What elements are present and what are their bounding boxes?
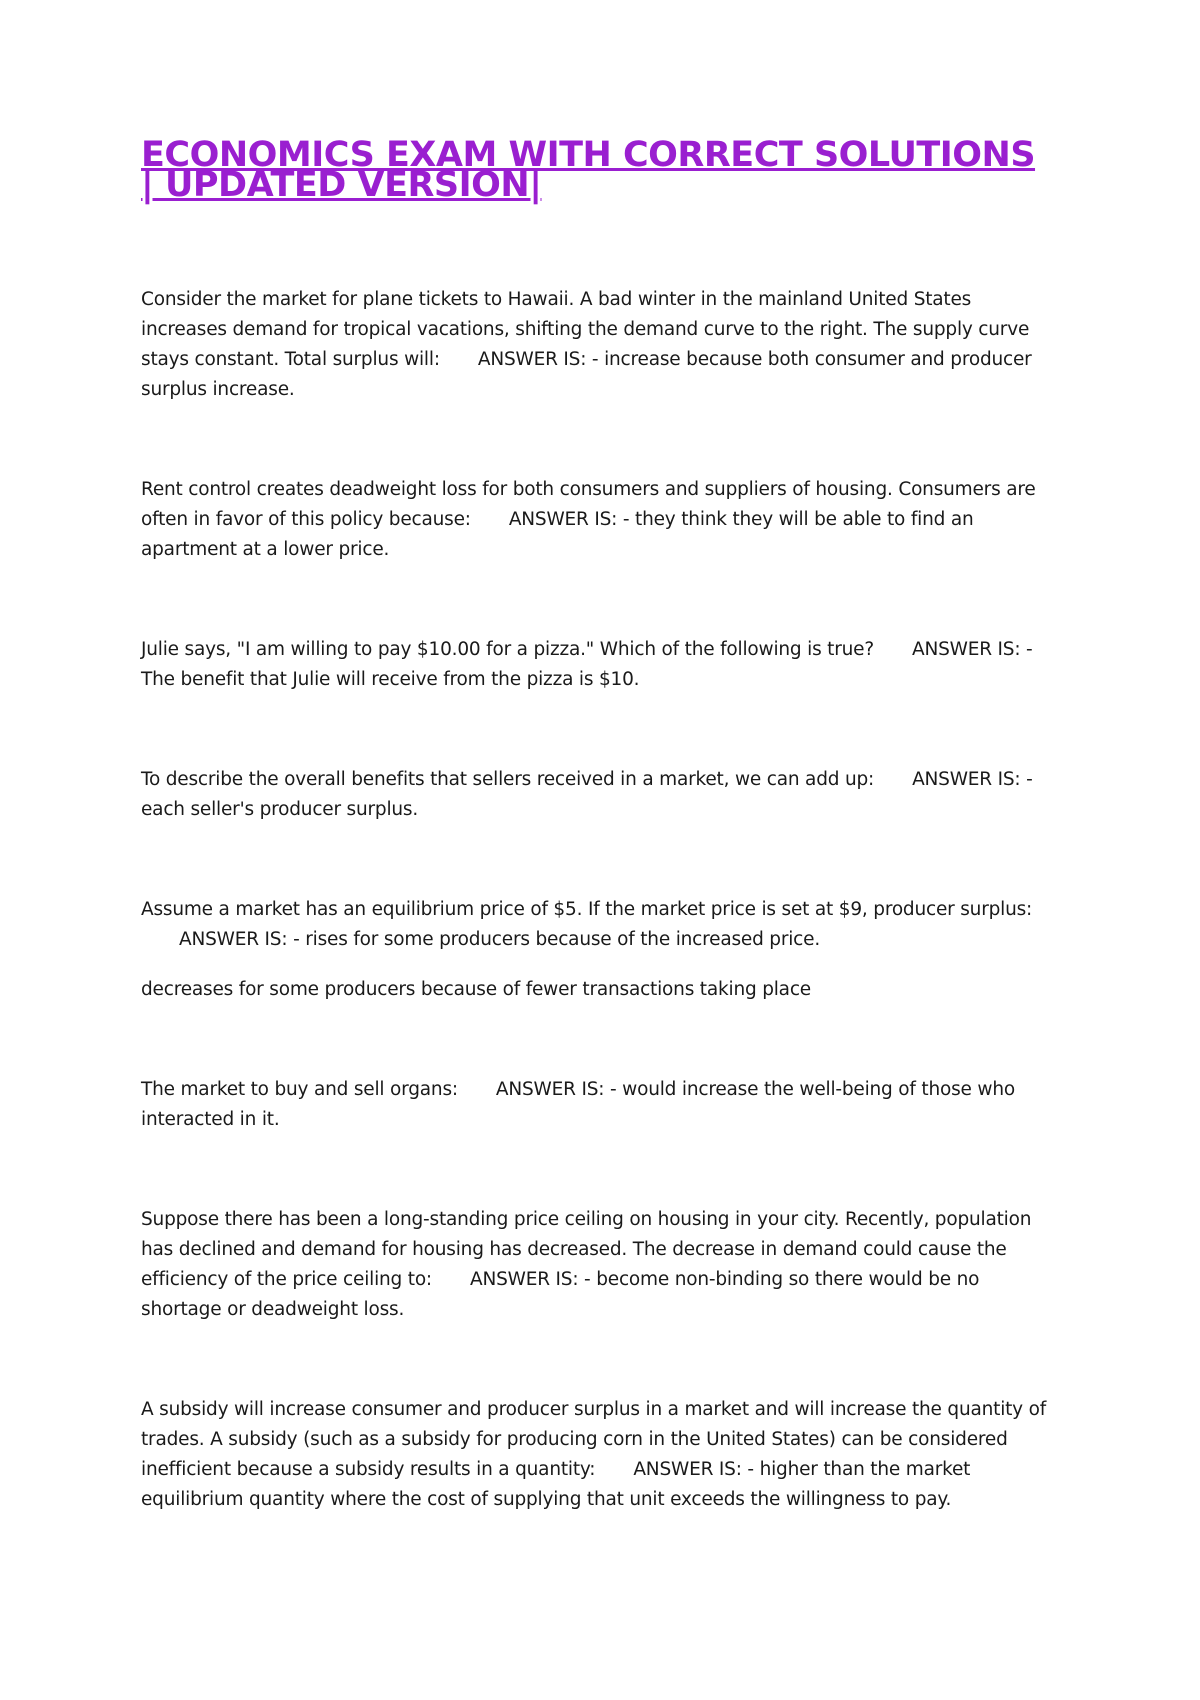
qa-paragraph [141,895,1061,955]
question-text: To describe the overall benefits that sellers received in a market, we can add up: [141,769,875,790]
qa-item [141,1205,1061,1325]
qa-paragraph [141,1395,1061,1515]
qa-paragraph [141,765,1061,825]
qa-item [141,765,1061,825]
qa-paragraph [141,475,1061,565]
answer-text: they think they will be able to find an apartment at a lower price. [141,509,974,560]
answer-continuation: decreases for some producers because of fewer transactions taking place [141,979,811,1000]
answer-text: higher than the market equilibrium quantity where the cost of supplying that unit exceeds the willingness to pay. [141,1459,971,1510]
answer-prefix: ANSWER IS: - [495,1079,623,1100]
question-text: A subsidy will increase consumer and producer surplus in a market and will increase the quantity of trades. A subsidy (such as a subsidy for producing corn in the United States) can be considered inefficient because a subsidy results in a quantity: [141,1399,1047,1480]
answer-prefix: ANSWER IS: - [508,509,636,530]
answer-text: The benefit that Julie will receive from the pizza is $10. [141,669,640,690]
qa-list [141,285,1061,1585]
answer-prefix: ANSWER IS: - [911,639,1033,660]
qa-item [141,635,1061,695]
qa-item [141,895,1061,1005]
answer-prefix: ANSWER IS: - [179,929,306,950]
answer-text: become non-binding so there would be no shortage or deadweight loss. [141,1269,980,1320]
qa-paragraph [141,1205,1061,1325]
question-text: Suppose there has been a long-standing price ceiling on housing in your city. Recently, population has declined and demand for housing has decreased. The decrease in demand could cause the efficiency of the price ceiling to: [141,1209,1032,1290]
qa-paragraph [141,1075,1061,1135]
question-text: Consider the market for plane tickets to Hawaii. A bad winter in the mainland United States increases demand for tropical vacations, shifting the demand curve to the right. The supply curve stays constant. Total surplus will: [141,289,1030,370]
answer-text: increase because both consumer and producer surplus increase. [141,349,1032,400]
qa-item [141,285,1061,405]
qa-item [141,1395,1061,1515]
answer-text: each seller's producer surplus. [141,799,419,820]
answer-text: rises for some producers because of the increased price. [305,929,821,950]
answer-prefix: ANSWER IS: - [633,1459,760,1480]
answer-prefix: ANSWER IS: - [912,769,1033,790]
answer-prefix: ANSWER IS: - [469,1269,597,1290]
qa-item [141,475,1061,565]
qa-paragraph [141,635,1061,695]
document-title: ECONOMICS EXAM WITH CORRECT SOLUTIONS | UPDATED VERSION| [141,135,1036,205]
question-text: Assume a market has an equilibrium price of $5. If the market price is set at $9, producer surplus: [141,899,1033,920]
answer-prefix: ANSWER IS: - [477,349,605,370]
qa-item [141,1075,1061,1135]
question-text: The market to buy and sell organs: [141,1079,458,1100]
qa-paragraph [141,285,1061,405]
answer-text: would increase the well-being of those who interacted in it. [141,1079,1015,1130]
question-text: Rent control creates deadweight loss for both consumers and suppliers of housing. Consumers are often in favor of this policy because: [141,479,1036,530]
question-text: Julie says, "I am willing to pay $10.00 for a pizza." Which of the following is true? [141,639,874,660]
